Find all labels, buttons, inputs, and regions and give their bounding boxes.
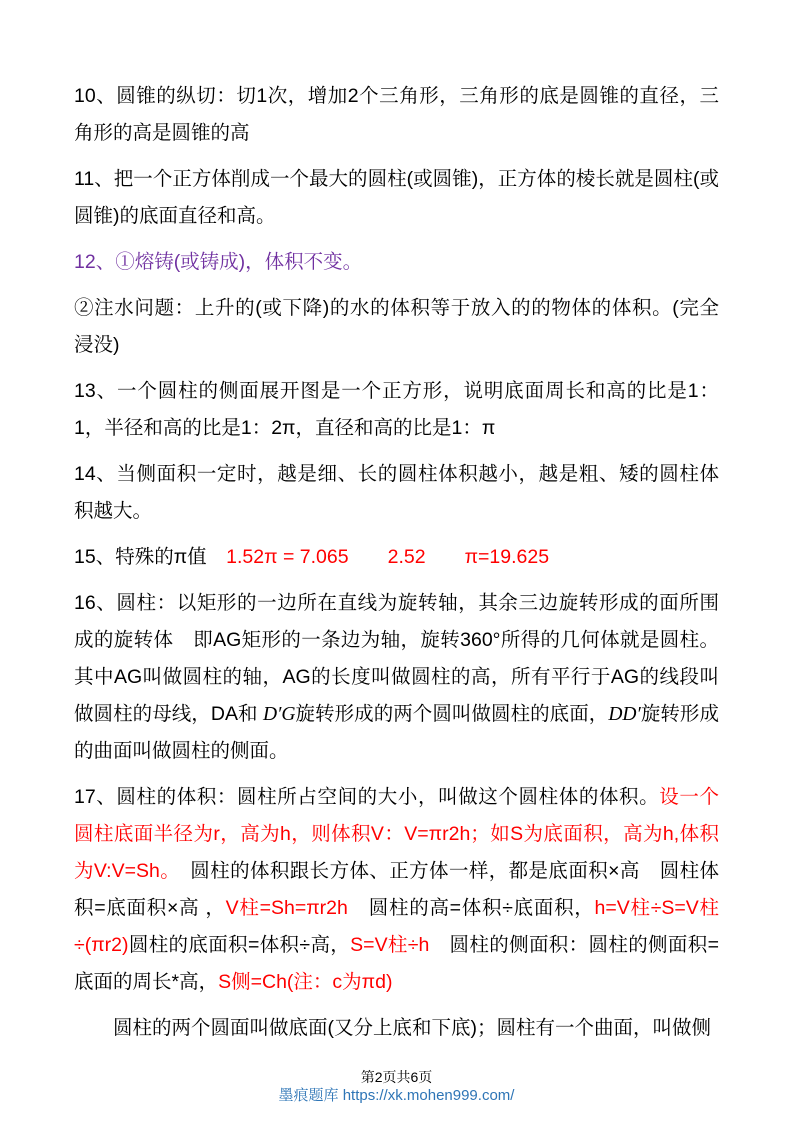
text-segment: DD′: [608, 704, 641, 725]
text-segment: S侧=Ch(注：c为πd): [218, 971, 393, 993]
text-segment: 13、一个圆柱的侧面展开图是一个正方形，说明底面周长和高的比是1：1，半径和高的比是1：2π，直径和高的比是1：π: [74, 380, 719, 439]
text-segment: 1.52π = 7.065: [226, 546, 349, 568]
text-segment: 14、当侧面积一定时，越是细、长的圆柱体积越小，越是粗、矮的圆柱体积越大。: [74, 463, 719, 522]
text-segment: [349, 546, 388, 568]
item-13: [74, 373, 719, 447]
item-17: [74, 779, 719, 1001]
text-segment: 12、①熔铸(或铸成)，体积不变。: [74, 251, 363, 273]
text-segment: 圆柱的体积跟长方体、正方体一样，都是底面积×高 圆柱体积=底面积×高 ，: [74, 860, 719, 919]
page-footer: [0, 1068, 793, 1106]
text-segment: π=19.625: [464, 546, 550, 568]
item-15: [74, 539, 719, 576]
item-17-continued: [74, 1010, 719, 1047]
text-segment: 圆柱的高=体积÷底面积，: [347, 897, 595, 919]
text-segment: V柱=Sh=πr2h: [225, 897, 348, 919]
item-12: [74, 244, 719, 281]
text-segment: 17、圆柱的体积：圆柱所占空间的大小，叫做这个圆柱体的体积。: [74, 786, 660, 808]
text-segment: D′G: [263, 704, 296, 725]
text-segment: 10、圆锥的纵切：切1次，增加2个三角形，三角形的底是圆锥的直径，三角形的高是圆锥的高: [74, 85, 719, 144]
text-segment: 旋转形成的曲面叫做圆柱的侧面。: [74, 703, 719, 762]
text-segment: 旋转形成的两个圆叫做圆柱的底面，: [295, 703, 609, 725]
item-11: [74, 161, 719, 235]
text-segment: h=V柱÷S=V柱÷(πr2): [74, 897, 720, 956]
text-segment: 圆柱的两个圆面叫做底面(又分上底和下底)；圆柱有一个曲面，叫做侧: [113, 1017, 711, 1039]
document-body: [74, 78, 719, 1056]
item-16: [74, 585, 719, 770]
text-segment: S=V柱÷h: [350, 934, 430, 956]
item-12b: [74, 290, 719, 364]
text-segment: 圆柱的侧面积：圆柱的侧面积=底面的周长*高，: [74, 934, 720, 993]
text-segment: 2.52: [387, 546, 426, 568]
text-segment: 设一个圆柱底面半径为r，高为h，则体积V：V=πr2h；如S为底面积，高为h,体积为V:V=Sh。: [74, 786, 719, 882]
text-segment: 16、圆柱：以矩形的一边所在直线为旋转轴，其余三边旋转形成的面所围成的旋转体 即AG矩形的一条边为轴，旋转360°所得的几何体就是圆柱。其中AG叫做圆柱的轴，AG的长度叫做圆柱的高，所有平行于AG的线段叫做圆柱的母线，DA和: [74, 592, 719, 725]
text-segment: 11、把一个正方体削成一个最大的圆柱(或圆锥)，正方体的棱长就是圆柱(或圆锥)的底面直径和高。: [74, 168, 719, 227]
text-segment: ②注水问题：上升的(或下降)的水的体积等于放入的的物体的体积。(完全 浸没): [74, 297, 719, 356]
text-segment: [426, 546, 465, 568]
site-link[interactable]: 墨痕题库 https://xk.mohen999.com/: [278, 1087, 515, 1104]
item-14: [74, 456, 719, 530]
page-number: 第2页共6页: [360, 1069, 433, 1085]
text-segment: 15、特殊的π值: [74, 546, 227, 568]
item-10: [74, 78, 719, 152]
text-segment: 圆柱的底面积=体积÷高，: [128, 934, 351, 956]
